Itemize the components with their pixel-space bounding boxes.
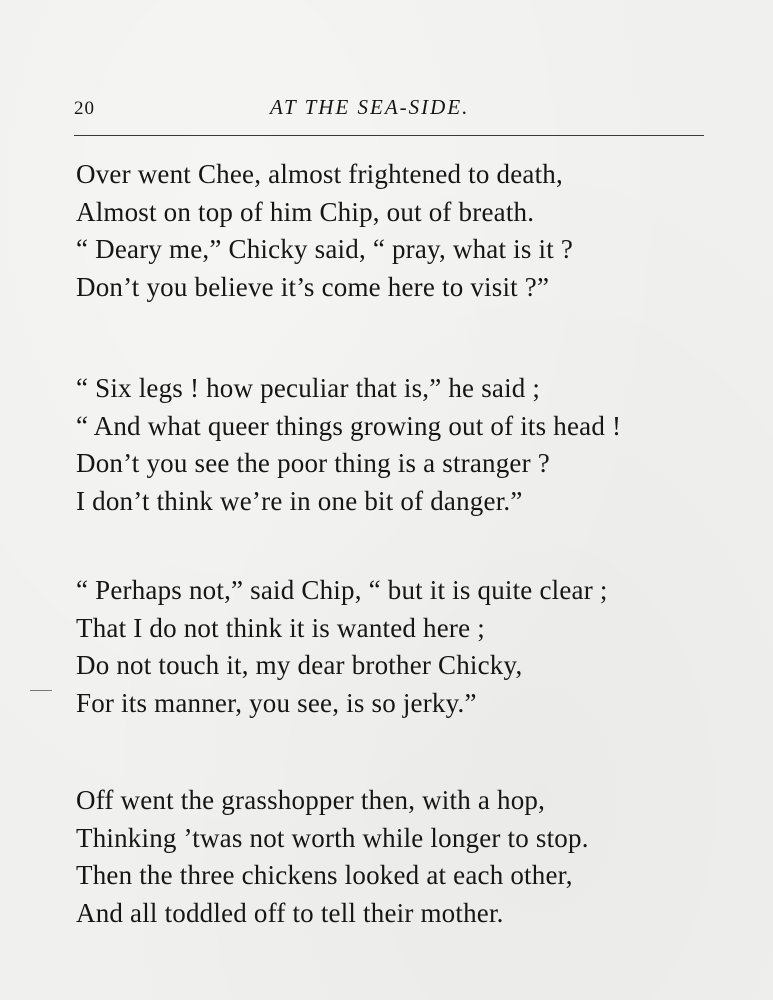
poem-line: Over went Chee, almost frightened to death, [76,159,563,189]
poem-line: Off went the grasshopper then, with a hop, [76,785,546,815]
poem-line: That I do not think it is wanted here ; [76,612,485,643]
poem-line: “ Perhaps not,” said Chip, “ but it is quite clear ; [76,575,608,605]
poem-line: Then the three chickens looked at each other, [76,860,573,890]
poem-line: For its manner, you see, is so jerky.” [76,687,477,718]
running-head: AT THE SEA-SIDE. [270,95,470,119]
page-number: 20 [74,98,95,119]
poem-line: Don’t you believe it’s come here to visit ?” [76,271,550,302]
poem-line: Thinking ’twas not worth while longer to stop. [76,822,589,853]
poem-line: Almost on top of him Chip, out of breath. [76,196,535,227]
stanza-1 [76,156,573,306]
stanza-2 [76,370,621,520]
poem-line: Don’t you see the poor thing is a stranger ? [76,448,550,478]
poem-line: I don’t think we’re in one bit of danger.” [76,485,523,516]
margin-mark [30,690,52,691]
stanza-4 [76,782,589,932]
poem-line: And all toddled off to tell their mother. [76,897,504,928]
header-rule [74,135,704,136]
poem-line: “ And what queer things growing out of its head ! [76,410,622,441]
poem-line: “ Six legs ! how peculiar that is,” he said ; [76,373,541,403]
stanza-3 [76,572,608,722]
poem-line: Do not touch it, my dear brother Chicky, [76,650,523,680]
poem-line: “ Deary me,” Chicky said, “ pray, what is it ? [76,234,574,264]
